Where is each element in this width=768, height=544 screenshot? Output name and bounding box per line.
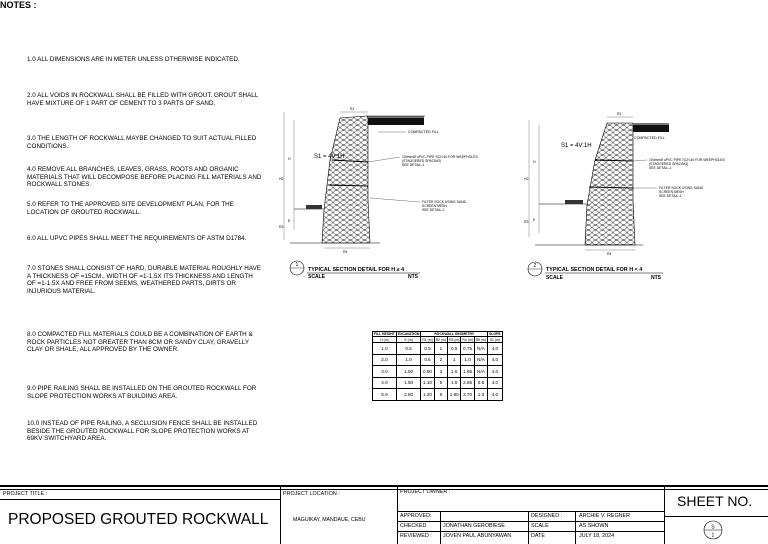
table-cell: 1.5 [448,377,461,389]
table-subheader: R1 (m) [422,337,433,342]
scale-value: AS SHOWN [579,523,609,529]
section1-filter-note-2: SCREEN MESH [422,204,447,208]
table-cell: 1.65 [461,366,474,378]
table-header-excavation: EXCAVATION [397,332,420,336]
note-8: 8.0 COMPACTED FILL MATERIALS COULD BE A COMBINATION OF EARTH & ROCK PARTICLES NOT GREATER THAN 8CM OR SANDY CLAY, GRAVELLY CLAY OR SHALE, ALL APPROVED BY THE OWNER. [27,331,253,354]
note-3: 3.0 THE LENGTH OF ROCKWALL MAYBE CHANGED TO SUIT ACTUAL FILLED CONDITIONS. [27,135,257,150]
reviewed-label: REVIEWED : [400,533,432,539]
svg-text:R4: R4 [607,252,612,256]
section1-compacted-fill: COMPACTED FILL [408,130,439,134]
table-cell: 2.80 [396,389,420,401]
table-cell: 0.5 [474,377,487,389]
table-cell: 0.5 [448,343,461,355]
checked-label: CHECKED [400,523,427,529]
note-9: 9.0 PIPE RAILING SHALL BE INSTALLED ON THE GROUTED ROCKWALL FOR SLOPE PROTECTION WORKS AT BUILDING AREA. [27,385,257,400]
table-subheader: R5 (m) [475,337,487,342]
svg-text:R4: R4 [343,250,348,254]
notes-title: NOTES : [0,0,37,10]
table-cell: 3 [434,366,447,378]
reviewed-value: JOVEN PAUL ABUNYAWAN [443,533,512,539]
table-cell: 1.0 [396,354,420,366]
table-cell: 4.0 [488,354,503,366]
table-header-slope: SLOPE [489,332,501,336]
svg-text:H2: H2 [524,177,529,181]
section-detail-2-drawing [515,105,765,290]
table-subheader: R2 (m) [435,337,447,342]
section2-filter-note-1: FILTER SOCK USING SAND [659,186,704,190]
note-2: 2.0 ALL VOIDS IN ROCKWALL SHALL BE FILLED WITH GROUT. GROUT SHALL HAVE MIXTURE OF 1 PART OF CEMENT TO 3 PARTS OF SAND. [27,92,259,107]
svg-text:R1: R1 [350,107,355,111]
table-cell: 2 [434,354,447,366]
svg-text:R1: R1 [617,112,622,116]
table-cell: 6 [434,389,447,401]
section1-scale-label: SCALE [308,274,325,280]
svg-text:R3: R3 [524,220,529,224]
section1-title: TYPICAL SECTION DETAIL FOR H ≥ 4 [308,267,405,273]
table-cell: 0.75 [461,343,474,355]
note-1: 1.0 ALL DIMENSIONS ARE IN METER UNLESS OTHERWISE INDICATED. [27,56,240,63]
rockwall-dimension-table [372,331,503,401]
table-cell: N/A [474,366,487,378]
section2-pipe-note-3: SEE DETAIL-1 [649,166,672,170]
sheet-no-label: SHEET NO. [677,493,753,509]
table-row [373,377,503,389]
table-subheader: S1 (m) [488,337,503,343]
section2-filter-note-2: SCREEN MESH [659,190,684,194]
checked-value: JONATHAN GEROBIESE [443,523,505,529]
table-cell: 0.5 [396,343,420,355]
table-header-fill-height: FILL HEIGHT [374,332,395,336]
table-cell: 5 [434,377,447,389]
table-subheader: R3 (m) [449,337,460,342]
table-cell: 1.0 [474,389,487,401]
section1-pipe-note-1: 100mmØ uPVC PIPE SCH.40 FOR WEEPHOLES [402,155,478,159]
project-title: PROPOSED GROUTED ROCKWALL [8,511,269,528]
svg-text:E: E [288,219,291,223]
table-cell: 4.0 [373,377,397,389]
note-4: 4.0 REMOVE ALL BRANCHES, LEAVES, GRASS, ROOTS AND ORGANIC MATERIALS THAT WILL DECOMPOSE BEFORE PLACING FILL MATERIALS AND ROCKWALL STONES. [27,166,262,189]
svg-text:R3: R3 [279,225,284,229]
table-cell: 1 [434,343,447,355]
approved-label: APPROVED: [400,513,432,519]
table-cell: 0.5 [421,343,434,355]
section2-pipe-note-1: 100mmØ uPVC PIPE SCH.40 FOR WEEPHOLES [649,158,725,162]
table-row [373,354,503,366]
section2-scale-label: SCALE [546,275,563,281]
note-6: 6.0 ALL UPVC PIPES SHALL MEET THE REQUIREMENTS OF ASTM D1784. [27,235,247,242]
table-cell: 5.0 [373,389,397,401]
table-cell: 3.0 [373,366,397,378]
section2-slope: S1 = 4V:1H [561,143,592,149]
table-cell: 1.0 [461,354,474,366]
section2-number: 2 [533,263,537,269]
sheet-bottom: 1 [711,532,715,539]
table-cell: N/A [474,354,487,366]
table-cell: 1.5 [448,366,461,378]
sheet-top: S [711,524,715,531]
table-cell: 4.0 [488,389,503,401]
table-cell: 2.0 [373,354,397,366]
designed-value: ARCHIE V. REGNER [579,513,631,519]
project-owner-label: PROJECT OWNER : [400,489,451,495]
table-cell: 0.5 [421,354,434,366]
section2-compacted-fill: COMPACTED FILL [634,136,665,140]
table-cell: 4.0 [488,377,503,389]
designed-label: DESIGNED : [531,513,563,519]
date-label: DATE [531,533,545,539]
note-7: 7.0 STONES SHALL CONSIST OF HARD, DURABLE MATERIAL ROUGHLY HAVE A THICKNESS OF =15CM., WIDTH OF =1-1.5X ITS THICKNESS AND LENGTH OF =1-1.5X AND FREE FROM SEEMS, WEATHERED PARTS, DIRTS OR INJURIOUS MATERIAL. [27,265,261,295]
table-cell: 1.0 [373,343,397,355]
section1-scale-value: NTS [408,274,418,280]
table-cell: 2.85 [461,377,474,389]
section1-pipe-note-2: (STAGGERED SPACING) [402,159,442,163]
section1-pipe-note-3: SEE DETAIL-1 [402,163,425,167]
table-cell: 4.0 [488,366,503,378]
table-cell: 1.50 [396,377,420,389]
svg-text:H: H [533,160,536,164]
sheet-number-badge [702,519,724,541]
project-location-label: PROJECT LOCATION : [283,491,340,497]
note-5: 5.0 REFER TO THE APPROVED SITE DEVELOPMENT PLAN, FOR THE LOCATION OF GROUTED ROCKWALL. [27,201,234,216]
svg-text:E: E [533,218,536,222]
table-subheader: E (m) [396,337,420,343]
table-cell: 1.10 [421,377,434,389]
project-location: MAGUIKAY, MANDAUE, CEBU [293,517,366,523]
table-cell: 1.20 [421,389,434,401]
project-title-label: PROJECT TITLE : [3,491,48,497]
table-subheader: R4 (m) [462,337,473,342]
section2-filter-note-3: SEE DETAIL-1 [659,194,682,198]
table-header-geometry: ROCKWALL GEOMETRY [421,332,488,337]
section1-filter-note-1: FILTER SOCK USING SAND [422,200,467,204]
section1-slope: S1 = 4V:1H [314,154,345,160]
table-cell: 1 [448,354,461,366]
table-row [373,343,503,355]
section1-filter-note-3: SEE DETAIL-1 [422,208,445,212]
section-detail-1-drawing [270,100,495,290]
table-cell: 4.0 [488,343,503,355]
date-value: JULY 18, 2024 [579,533,615,539]
table-cell: 3.70 [461,389,474,401]
section2-title: TYPICAL SECTION DETAIL FOR H < 4 [546,267,643,273]
table-cell: 0.90 [421,366,434,378]
svg-text:H2: H2 [279,177,284,181]
title-block [0,485,768,544]
section2-scale-value: NTS [651,275,661,281]
table-cell: 1.50 [396,366,420,378]
svg-text:H: H [288,157,291,161]
table-cell: N/A [474,343,487,355]
table-subheader: H (m) [373,337,397,343]
section2-pipe-note-2: (STAGGERED SPACING) [649,162,689,166]
note-10: 10.0 INSTEAD OF PIPE RAILING, A SECLUSION FENCE SHALL BE INSTALLED BESIDE THE GROUTED ROCKWALL FOR SLOPE PROTECTION WORKS AT 69KV SWITCHYARD AREA. [27,420,258,443]
table-cell: 1.80 [448,389,461,401]
table-row [373,389,503,401]
table-body [373,343,503,401]
scale-label: SCALE [531,523,549,529]
section1-number: 1 [295,262,299,268]
table-row [373,366,503,378]
